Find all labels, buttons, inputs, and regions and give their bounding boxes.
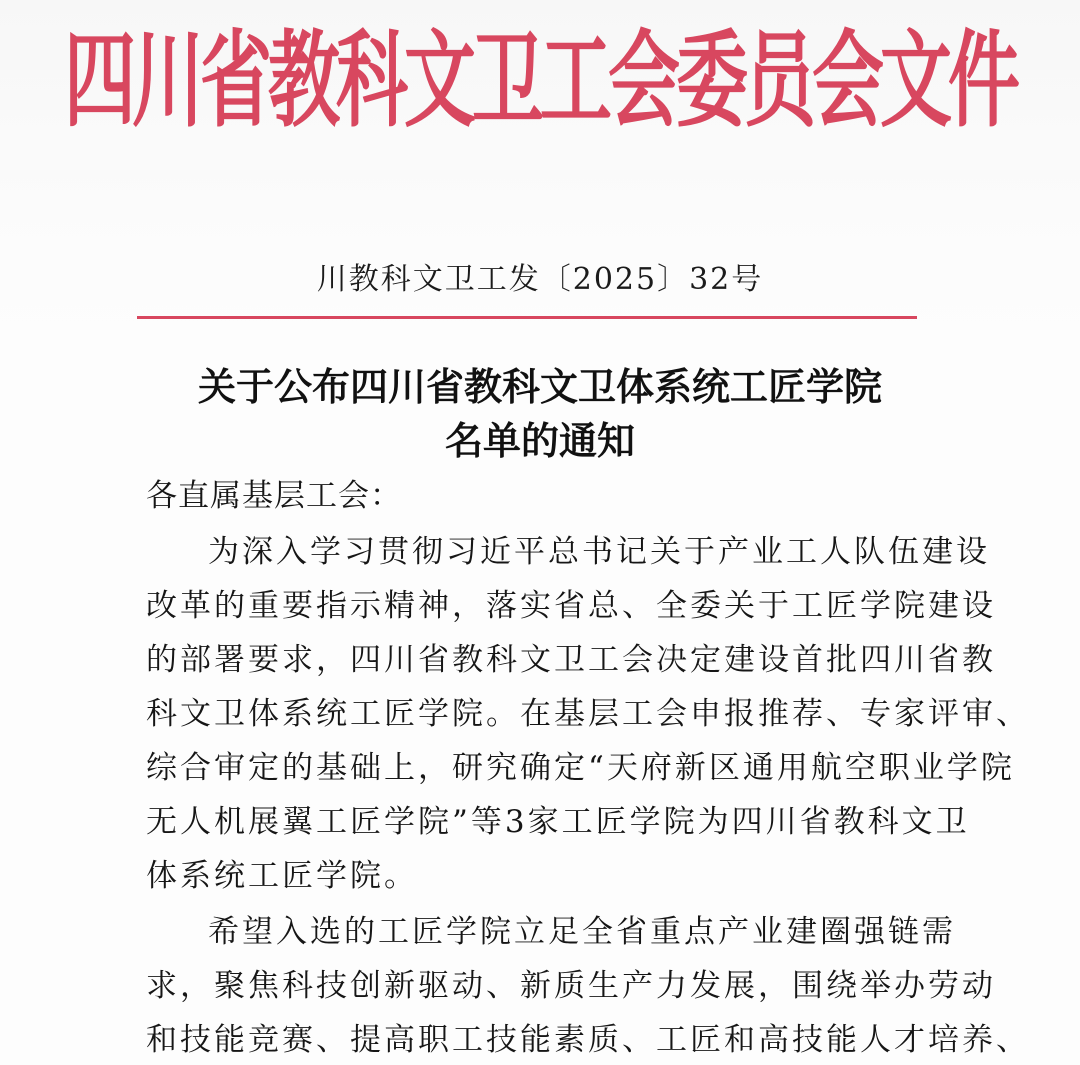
body-paragraph-1-line-1: 为深入学习贯彻习近平总书记关于产业工人队伍建设 [208, 534, 990, 570]
body-paragraph-1-line-4: 科文卫体系统工匠学院。在基层工会申报推荐、专家评审、 [146, 696, 1030, 732]
body-paragraph-1-line-2: 改革的重要指示精神，落实省总、全委关于工匠学院建设 [146, 588, 996, 624]
body-paragraph-1-line-6: 无人机展翼工匠学院”等3家工匠学院为四川省教科文卫 [146, 804, 970, 840]
body-paragraph-1-line-3: 的部署要求，四川省教科文卫工会决定建设首批四川省教 [146, 642, 996, 678]
addressee-line: 各直属基层工会： [146, 478, 402, 514]
body-paragraph-2-line-3: 和技能竞赛、提高职工技能素质、工匠和高技能人才培养、 [146, 1022, 1030, 1058]
body-paragraph-2-line-1: 希望入选的工匠学院立足全省重点产业建圈强链需 [208, 914, 956, 950]
body-paragraph-1-line-7: 体系统工匠学院。 [146, 858, 418, 894]
document-number: 川教科文卫工发〔2025〕32号 [316, 262, 764, 297]
issuing-authority-header: 四川省教科文卫工会委员会文件 [63, 19, 1016, 142]
notice-title-line-2: 名单的通知 [444, 419, 635, 463]
red-divider-line [137, 316, 917, 319]
notice-title-line-1: 关于公布四川省教科文卫体系统工匠学院 [197, 365, 882, 409]
body-paragraph-1-line-5: 综合审定的基础上，研究确定“天府新区通用航空职业学院 [146, 750, 1015, 786]
body-paragraph-2-line-2: 求，聚焦科技创新驱动、新质生产力发展，围绕举办劳动 [146, 968, 996, 1004]
